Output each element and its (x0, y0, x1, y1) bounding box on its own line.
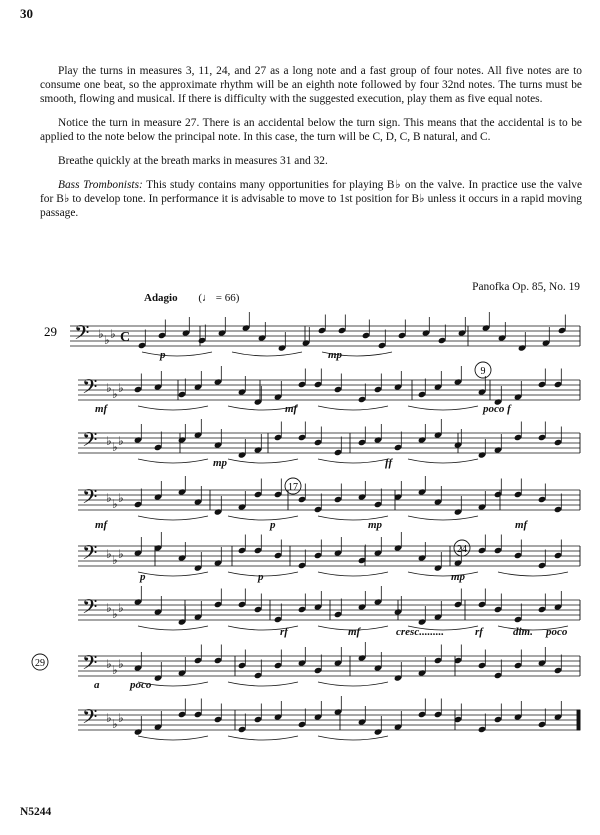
slur (318, 572, 388, 576)
slur (228, 516, 298, 520)
rehearsal-number: 29 (35, 658, 45, 669)
dynamic-mark: mp (451, 571, 466, 583)
dynamic-mark: mp (368, 519, 383, 531)
page-number: 30 (20, 6, 33, 21)
dynamic-mark: mf (285, 403, 298, 415)
dynamic-mark: rf (280, 626, 288, 638)
bass-trombonists-body: This study contains many opportunities for playing B♭ on the valve. In practice use the valve for B♭ to develop tone. In performance it is advisable to move to 1st position for B♭ unless it occurs in a rapid moving passage. (40, 179, 583, 219)
flat-icon: ♭ (118, 547, 124, 561)
bass-clef-icon: 𝄢 (82, 377, 98, 403)
tempo-marking: Adagio (144, 292, 178, 304)
slur (498, 572, 568, 576)
study-number: 29 (44, 324, 57, 339)
dynamic-mark: mf (95, 403, 108, 415)
flat-icon: ♭ (118, 491, 124, 505)
flat-icon: ♭ (112, 553, 118, 567)
flat-icon: ♭ (118, 381, 124, 395)
flat-icon: ♭ (104, 333, 110, 347)
flat-icon: ♭ (106, 434, 112, 448)
flat-icon: ♭ (118, 434, 124, 448)
slur (318, 406, 388, 410)
slur (228, 736, 298, 740)
flat-icon: ♭ (106, 491, 112, 505)
slur (142, 352, 212, 356)
slur (138, 626, 208, 630)
bass-clef-icon: 𝄢 (82, 543, 98, 569)
flat-icon: ♭ (106, 381, 112, 395)
composer-attribution: Panofka Op. 85, No. 19 (472, 281, 580, 293)
dynamic-mark: mf (95, 519, 108, 531)
rehearsal-number: 9 (480, 366, 486, 377)
paragraph-accidental: Notice the turn in measure 27. There is an accidental below the turn sign. This means that the accidental is to be applied to the note below the principal note. In this case, the turn will be C, D, C, B natural, and C. (40, 117, 582, 143)
time-signature: C (120, 330, 131, 345)
bass-clef-icon: 𝄢 (82, 653, 98, 679)
bass-clef-icon: 𝄢 (82, 430, 98, 456)
flat-icon: ♭ (112, 387, 118, 401)
paragraph-turns: Play the turns in measures 3, 11, 24, and 27 as a long note and a fast group of four notes. All five notes are to consume one beat, so the approximate rhythm will be an eighth note followed by four 32nd notes. The turns must be smooth, flowing and musical. If there is difficulty with the suggested execution, play them as five equal notes. (40, 65, 582, 105)
dynamic-mark: dim. (513, 626, 533, 638)
dynamic-mark: mp (328, 349, 343, 361)
dynamic-mark: rf (475, 626, 483, 638)
slur (408, 516, 478, 520)
dynamic-mark: mf (348, 626, 361, 638)
flat-icon: ♭ (110, 327, 116, 341)
rehearsal-number: 24 (457, 544, 467, 555)
slur (138, 406, 208, 410)
slur (318, 736, 388, 740)
flat-icon: ♭ (118, 601, 124, 615)
dynamic-mark: p (140, 571, 146, 583)
flat-icon: ♭ (106, 711, 112, 725)
slur (408, 406, 478, 410)
flat-icon: ♭ (112, 607, 118, 621)
bass-clef-icon: 𝄢 (74, 323, 90, 349)
dynamic-mark: p (270, 519, 276, 531)
instruction-text (40, 64, 582, 230)
bass-trombonists-lead: Bass Trombonists: (58, 179, 143, 191)
dynamic-mark: p (258, 571, 264, 583)
music-score (0, 300, 600, 800)
paragraph-bass-trombonists (40, 178, 582, 220)
dynamic-mark: poco (130, 679, 152, 691)
publisher-code: N5244 (20, 806, 52, 818)
bass-clef-icon: 𝄢 (82, 707, 98, 733)
flat-icon: ♭ (112, 663, 118, 677)
slur (318, 682, 388, 686)
slur (228, 459, 298, 463)
flat-icon: ♭ (98, 327, 104, 341)
dynamic-mark: p (160, 349, 166, 361)
slur (138, 736, 208, 740)
flat-icon: ♭ (112, 497, 118, 511)
slur (228, 682, 298, 686)
dynamic-mark: a (94, 679, 100, 691)
rehearsal-number: 17 (288, 482, 298, 493)
staff-lines (70, 326, 580, 730)
flat-icon: ♭ (112, 717, 118, 731)
flat-icon: ♭ (106, 547, 112, 561)
slur (408, 459, 478, 463)
bass-clef-icon: 𝄢 (82, 487, 98, 513)
flat-icon: ♭ (118, 711, 124, 725)
flat-icon: ♭ (118, 657, 124, 671)
dynamic-mark: ff (385, 457, 393, 469)
dynamic-mark: poco (546, 626, 568, 638)
slur (138, 572, 208, 576)
dynamic-mark: poco f (483, 403, 511, 415)
metronome-marking: (♩ = 66) (198, 292, 240, 304)
slur (138, 459, 208, 463)
dynamic-mark: mf (515, 519, 528, 531)
paragraph-breathe: Breathe quickly at the breath marks in measures 31 and 32. (58, 155, 328, 167)
dynamic-mark: cresc......... (396, 626, 444, 638)
flat-icon: ♭ (106, 657, 112, 671)
slur (318, 459, 388, 463)
dynamic-mark: mp (213, 457, 228, 469)
slur (138, 516, 208, 520)
flat-icon: ♭ (112, 440, 118, 454)
bass-clef-icon: 𝄢 (82, 597, 98, 623)
flat-icon: ♭ (106, 601, 112, 615)
slur (232, 352, 302, 356)
slur (408, 572, 478, 576)
final-barline (577, 710, 580, 730)
